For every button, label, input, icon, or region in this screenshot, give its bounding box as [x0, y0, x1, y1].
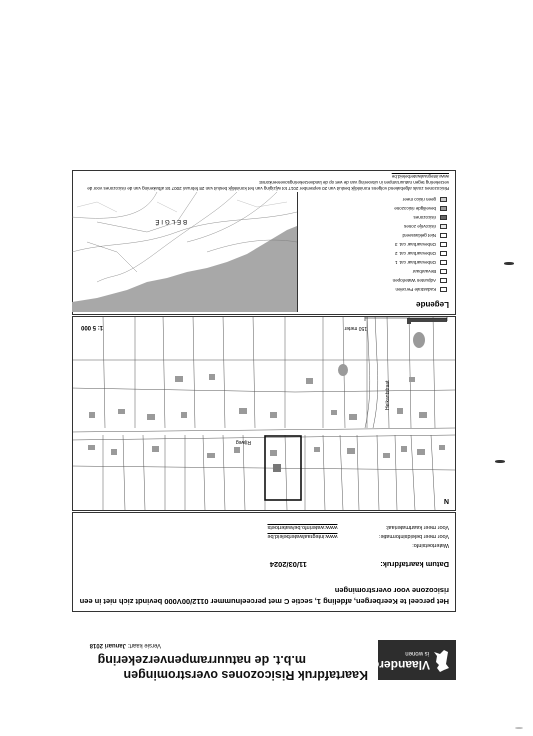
footnote-url[interactable]: www.integraalwaterbeleid.be — [391, 174, 449, 179]
legend-swatch — [440, 242, 447, 247]
legend-swatch — [440, 197, 447, 202]
cadastral-map-drawing — [72, 316, 455, 510]
links-header: Watertoetsinfo: — [412, 542, 449, 548]
north-arrow: N — [443, 497, 449, 504]
legend-item-label: Onbevaarbaar cat. 2 — [394, 251, 436, 256]
legend-item — [413, 215, 447, 220]
street-label: Heikantstraat — [385, 380, 391, 410]
legend-item-label: Adpunten Waterlopen — [392, 278, 436, 283]
footnote-text: Risicozones zoals afgebakend volgens Koninklijk besluit van 20 september 2017 tot wijziging van het koninklijk besluit van 28 februari 2007 tot afbakening van de risicozones voor de verzekering tegen natuurrampen in uitvoering van de wet op de landverzekeringsovereenkomst — [87, 180, 449, 191]
legend-item — [404, 224, 447, 229]
legend-swatch — [440, 260, 447, 265]
legend-swatch — [440, 206, 447, 211]
legend-item — [403, 197, 447, 202]
version-label: Versie kaart: — [127, 642, 161, 648]
link-label: Voor meer kaartmateriaal: — [385, 524, 449, 530]
print-date-label: Datum kaartafdruk: — [380, 560, 449, 569]
version-value: Januari 2018 — [89, 642, 126, 648]
legend-item-label: geen risico meer — [402, 197, 436, 202]
legend-item — [393, 278, 447, 283]
legend-item-label: Kadastrale Percelen — [395, 287, 436, 292]
legend-swatch — [440, 251, 447, 256]
link-url[interactable]: www.integraalwaterbeleid.be — [267, 533, 338, 539]
lion-icon — [432, 648, 452, 674]
street-label: Rijweg — [235, 439, 251, 445]
legend-item-label: Bevaarbaar — [412, 269, 436, 274]
legend-item — [413, 269, 447, 274]
link-label: Voor meer beleidsinformatie: — [378, 533, 449, 539]
document-header — [72, 612, 456, 682]
legend-item — [395, 242, 447, 247]
legend-swatch — [440, 287, 447, 292]
legend-item-label: beveiligde risicozone — [394, 206, 436, 211]
print-date-row — [270, 560, 449, 569]
legend-item — [395, 260, 447, 265]
legend-swatch — [440, 224, 447, 229]
logo-brand-sub: is wonen — [405, 650, 429, 656]
overview-map — [72, 192, 298, 312]
legend-swatch — [440, 233, 447, 238]
legend-item-label: risicozones — [413, 215, 436, 220]
legend-item — [395, 287, 447, 292]
parcel-statement: Het perceel te Keerbergen, afdeling 1, sectie C met perceelnummer 0112/00V000 bevindt zich niet in een risicozone voor overstromingen — [79, 586, 449, 606]
legend-swatch — [440, 269, 447, 274]
map-scale: 1: 5 000 — [81, 324, 104, 330]
link-row — [267, 522, 449, 531]
document-title: Kaartafdruk Risicozones overstromingen — [123, 668, 368, 682]
info-links — [267, 522, 449, 549]
link-row — [267, 531, 449, 540]
legend-swatch — [440, 278, 447, 283]
legend-swatch — [440, 215, 447, 220]
cadastral-map — [72, 316, 456, 511]
scalebar-label: 150 meter — [344, 325, 367, 331]
map-version — [90, 642, 161, 648]
legend-item-label: risicovrije zones — [403, 224, 436, 229]
legend-title: Legende — [416, 300, 449, 309]
parcel-info-box — [72, 512, 456, 612]
legend-item — [394, 206, 447, 211]
print-date-value: 11/03/2024 — [269, 560, 307, 569]
legend-panel — [72, 170, 456, 315]
overview-country-label: BELGIË — [153, 218, 187, 224]
legend-item — [402, 233, 447, 238]
legal-footnote — [77, 173, 449, 191]
legend-item-label: Onbevaarbaar cat. 3 — [394, 242, 436, 247]
logo-brand-name: Vlaanderen — [365, 658, 430, 672]
link-url[interactable]: www.waterinfo.be/watertoets — [267, 524, 338, 530]
legend-item — [395, 251, 447, 256]
legend-item-label: Niet geklasseerd — [402, 233, 436, 238]
vlaanderen-logo — [365, 640, 456, 680]
legend-item-label: Onbevaarbaar cat. 1 — [394, 260, 436, 265]
document-subtitle: m.b.t. de natuurrampenverzekering — [97, 653, 306, 667]
overview-map-drawing — [72, 192, 297, 312]
